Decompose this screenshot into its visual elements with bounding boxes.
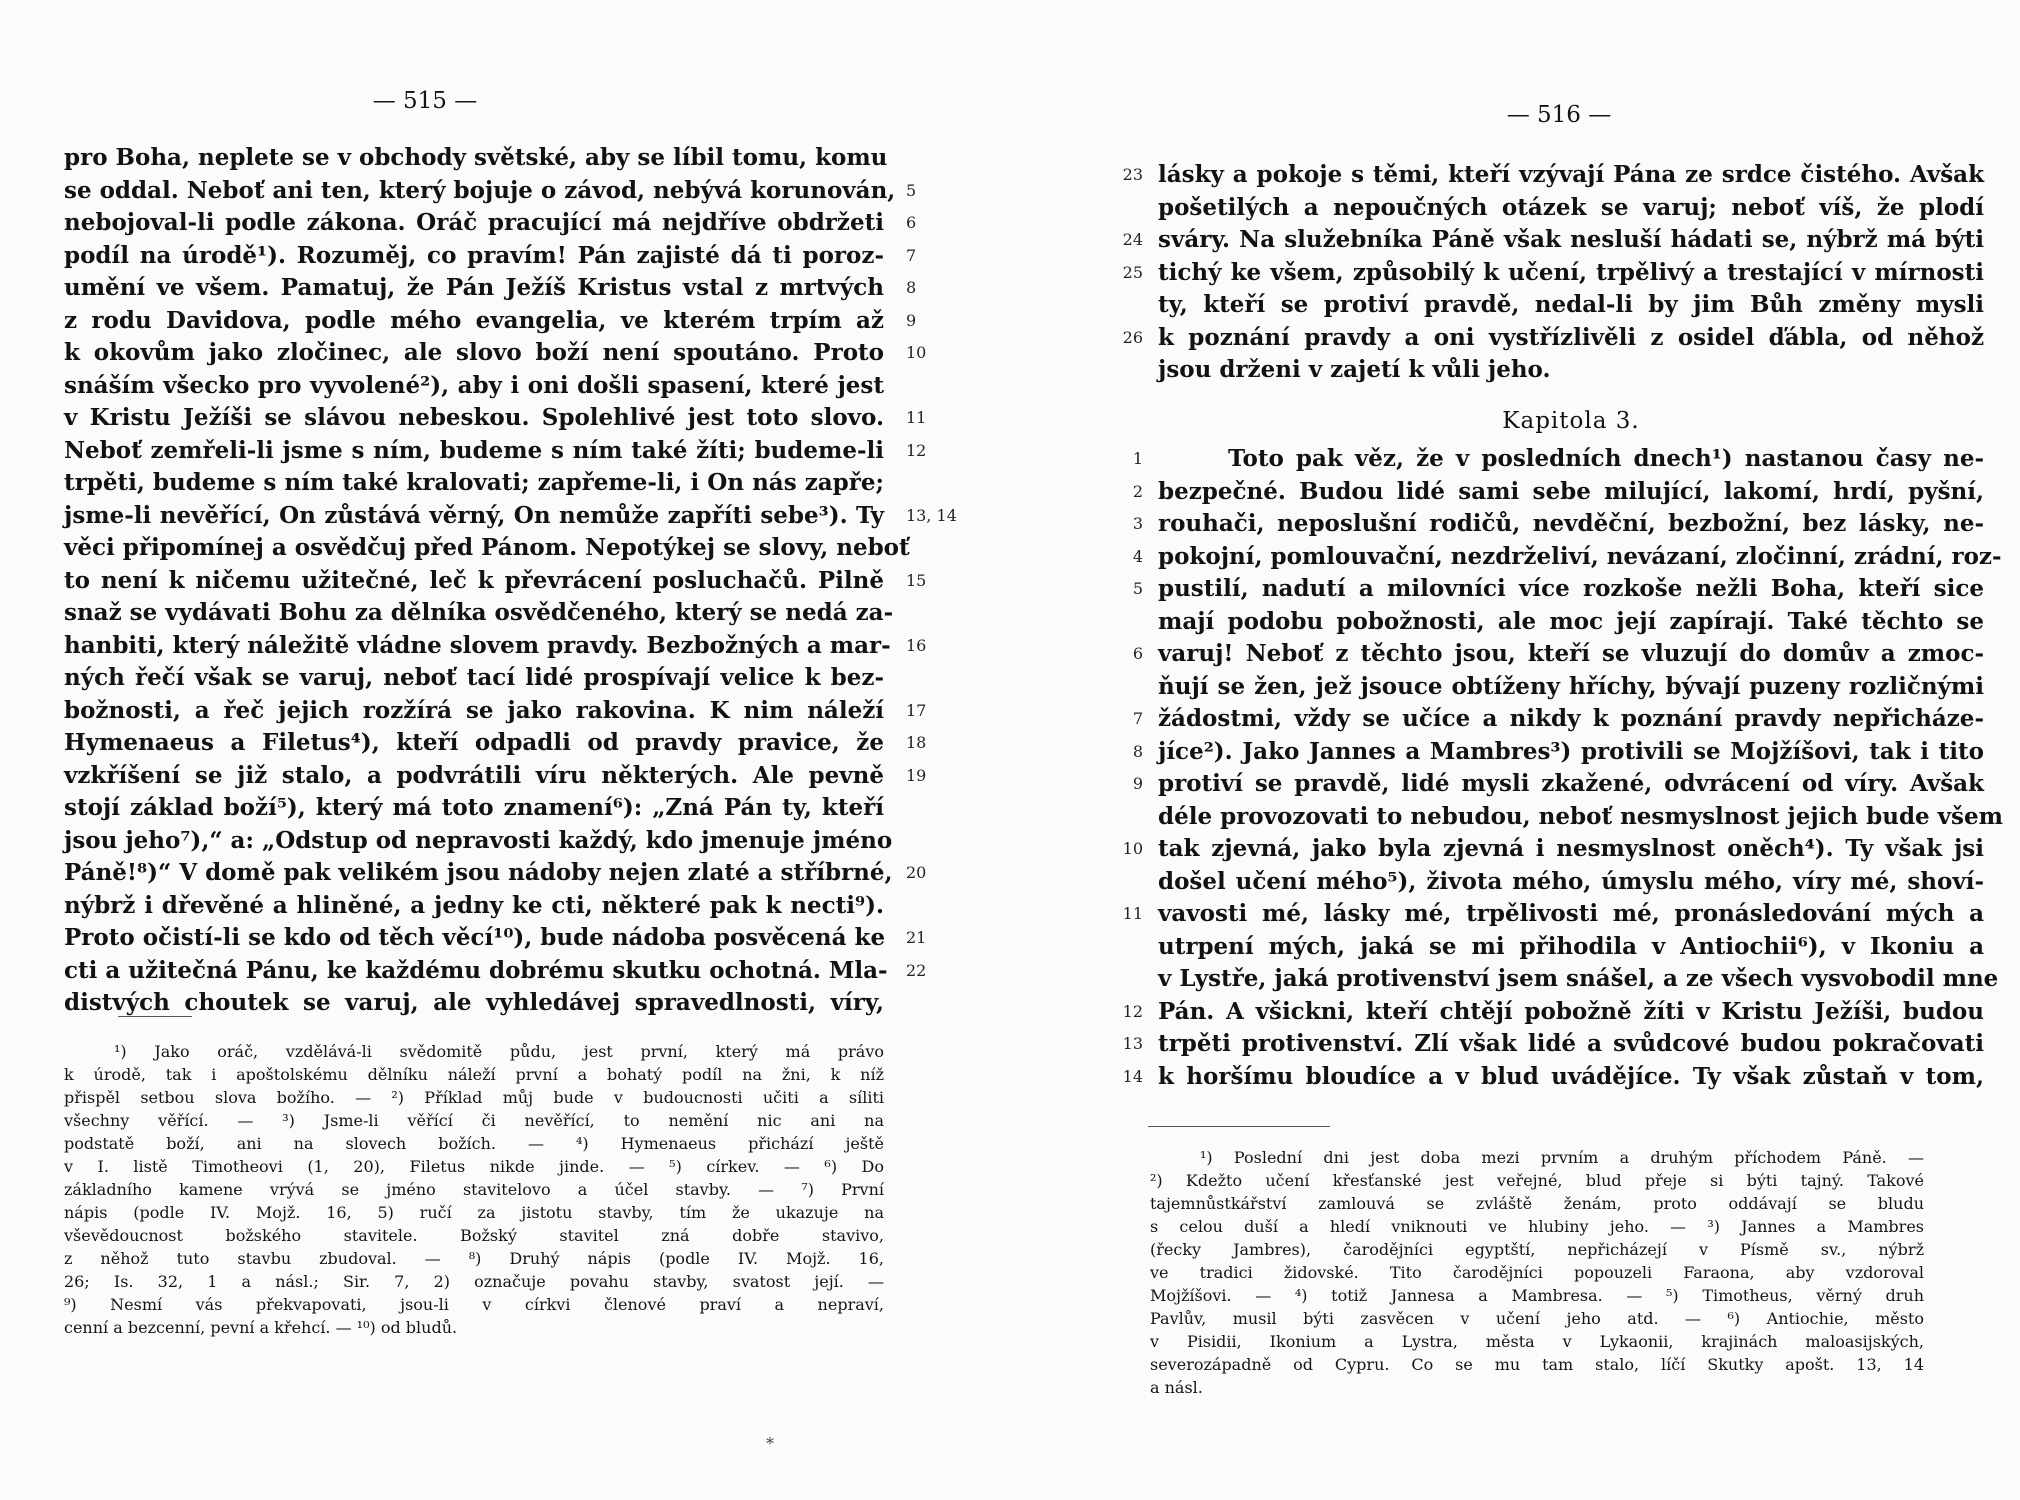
footnote-line: severozápadně od Cypru. Co se mu tam stalo, líčí Skutky apošt. 13, 14 xyxy=(1150,1355,1924,1374)
line-text: déle provozovati to nebudou, neboť nesmyslnost jejich bude všem xyxy=(1158,802,2003,830)
verse-number: 9 xyxy=(906,310,917,330)
line-text: Neboť zemřeli-li jsme s ním, budeme s ním také žíti; budeme-li xyxy=(64,436,884,464)
footnote-line: podstatě boží, ani na slovech božích. — ⁴) Hymenaeus přichází ještě xyxy=(64,1134,884,1153)
line-text: ty, kteří se protiví pravdě, nedal-li by jim Bůh změny mysli xyxy=(1158,291,1984,318)
verse-number: 17 xyxy=(906,700,927,720)
line-text: trpěti protivenství. Zlí však lidé a svůdcové budou pokračovati xyxy=(1158,1030,1984,1057)
line-text: snaž se vydávati Bohu za dělníka osvědčeného, který se nedá za- xyxy=(64,599,894,626)
verse-number: 25 xyxy=(1122,262,1143,282)
verse-number: 8 xyxy=(1132,741,1143,761)
line-text: cti a užitečná Pánu, ke každému dobrému skutku ochotná. Mla- xyxy=(64,956,888,984)
verse-number: 14 xyxy=(1122,1066,1143,1086)
line-text: to není k ničemu užitečné, leč k převrácení posluchačů. Pilně xyxy=(64,566,884,594)
verse-number: 26 xyxy=(1122,327,1143,347)
footnote-line: z něhož tuto stavbu zbudoval. — ⁸) Druhý nápis (podle IV. Mojž. 16, xyxy=(64,1249,884,1268)
footnote-line: k úrodě, tak i apoštolskému dělníku náleží první a bohatý podíl na žni, k níž xyxy=(64,1065,884,1084)
line-text: distvých choutek se varuj, ale vyhledávej spravedlnosti, víry, xyxy=(64,989,884,1016)
footnotes xyxy=(64,1040,884,1339)
page-number: — 515 — xyxy=(372,88,478,114)
line-text: v Kristu Ježíši se slávou nebeskou. Spolehlivé jest toto slovo. xyxy=(64,404,884,431)
line-text: Hymenaeus a Filetus⁴), kteří odpadli od pravdy pravice, že xyxy=(64,729,884,756)
line-text: ňují se žen, jež jsouce obtíženy hříchy, bývají puzeny rozličnými xyxy=(1158,672,1984,700)
line-text: Proto očistí-li se kdo od těch věcí¹⁰), bude nádoba posvěcená ke xyxy=(64,924,886,951)
footnote-line: s celou duší a hledí vniknouti ve hlubiny jeho. — ³) Jannes a Mambres xyxy=(1150,1217,1924,1236)
verse-number: 16 xyxy=(906,635,927,655)
line-text: podíl na úrodě¹). Rozuměj, co pravím! Pán zajisté dá ti poroz- xyxy=(64,241,884,269)
line-text: žádostmi, vždy se učíce a nikdy k poznání pravdy nepřicháze- xyxy=(1158,705,1984,732)
verse-number: 4 xyxy=(1132,546,1143,566)
verse-number: 6 xyxy=(906,213,917,232)
footnote-line: všechny věřící. — ³) Jsme-li věřící či nevěřící, to nemění nic ani na xyxy=(64,1111,884,1130)
line-text: Pán. A všickni, kteří chtějí pobožně žíti v Kristu Ježíši, budou xyxy=(1158,997,1984,1025)
chapter-heading: Kapitola 3. xyxy=(1502,407,1640,434)
line-text: jsme-li nevěřící, On zůstává věrný, On nemůže zapříti sebe³). Ty xyxy=(64,501,884,529)
verse-number: 13, 14 xyxy=(906,505,957,525)
page-number: — 516 — xyxy=(1506,102,1612,128)
verse-number: 8 xyxy=(906,278,917,297)
verse-number: 22 xyxy=(906,960,927,980)
verse-number: 24 xyxy=(1122,230,1143,249)
footnote-line: vševědoucnost božského stavitele. Božský stavitel zná dobře stavivo, xyxy=(64,1226,884,1245)
footnote-line: ²) Kdežto učení křesťanské jest veřejné, blud přeje si býti tajný. Takové xyxy=(1150,1171,1924,1190)
verse-number: 5 xyxy=(1132,579,1143,598)
footnote-line: základního kamene vrývá se jméno stavitelovo a účel stavby. — ⁷) První xyxy=(64,1180,884,1199)
verse-number: 15 xyxy=(906,570,927,590)
line-text: trpěti, budeme s ním také kralovati; zapřeme-li, i On nás zapře; xyxy=(64,469,884,496)
verse-number: 21 xyxy=(906,928,927,947)
line-text: věci připomínej a osvědčuj před Pánom. Nepotýkej se slovy, neboť xyxy=(64,534,910,561)
line-text: nebojoval-li podle zákona. Oráč pracující má nejdříve obdržeti xyxy=(64,209,884,236)
line-text: tichý ke všem, způsobilý k učení, trpělivý a trestající v mírnosti xyxy=(1158,258,1984,286)
verse-number: 23 xyxy=(1122,165,1143,184)
verse-number: 7 xyxy=(1132,709,1143,728)
line-text: vavosti mé, lásky mé, trpělivosti mé, pronásledování mých a xyxy=(1158,900,1984,927)
line-text: mají podobu pobožnosti, ale moc její zapírají. Také těchto se xyxy=(1158,607,1984,635)
line-text: lásky a pokoje s těmi, kteří vzývají Pána ze srdce čistého. Avšak xyxy=(1158,161,1984,188)
line-text: Páně!⁸)“ V domě pak velikém jsou nádoby nejen zlaté a stříbrné, xyxy=(64,859,893,886)
line-text: varuj! Neboť z těchto jsou, kteří se vluzují do domův a zmoc- xyxy=(1158,640,1984,667)
line-text: bezpečné. Budou lidé sami sebe milující, lakomí, hrdí, pyšní, xyxy=(1158,477,1984,505)
line-text: jsou jeho⁷),“ a: „Odstup od nepravosti každý, kdo jmenuje jméno xyxy=(64,826,893,854)
line-text: hanbiti, který náležitě vládne slovem pravdy. Bezbožných a mar- xyxy=(64,631,891,659)
line-text: jíce²). Jako Jannes a Mambres³) protivili se Mojžíšovi, tak i tito xyxy=(1158,737,1984,765)
line-text: došel učení mého⁵), života mého, úmyslu mého, víry mé, shoví- xyxy=(1158,867,1984,895)
footnote-line: 26; Is. 32, 1 a násl.; Sir. 7, 2) označuje povahu stavby, svatost její. — xyxy=(64,1272,884,1291)
line-text: pustilí, nadutí a milovníci více rozkoše nežli Boha, kteří sice xyxy=(1158,575,1984,602)
line-text: k okovům jako zločinec, ale slovo boží není spoutáno. Proto xyxy=(64,339,884,366)
line-text: z rodu Davidova, podle mého evangelia, ve kterém trpím až xyxy=(64,306,884,334)
footnote-line: Pavlův, musil býti zasvěcen v učení jeho atd. — ⁶) Antiochie, město xyxy=(1150,1309,1924,1328)
verse-number: 7 xyxy=(906,245,917,265)
footnote-line: v I. listě Timotheovi (1, 20), Filetus nikde jinde. — ⁵) církev. — ⁶) Do xyxy=(64,1157,884,1176)
verse-number: 1 xyxy=(1132,449,1143,468)
verse-number: 10 xyxy=(1122,839,1143,858)
footnote-line: (řecky Jambres), čarodějníci egyptští, nepřicházejí v Písmě sv., nýbrž xyxy=(1150,1240,1924,1259)
footnote-line: Mojžíšovi. — ⁴) totiž Jannesa a Mambresa. — ⁵) Timotheus, věrný druh xyxy=(1150,1286,1924,1305)
line-text: k horšímu bloudíce a v blud uvádějíce. Ty však zůstaň v tom, xyxy=(1158,1062,1984,1090)
line-text: utrpení mých, jaká se mi přihodila v Antiochii⁶), v Ikoniu a xyxy=(1158,932,1984,960)
bottom-mark: * xyxy=(766,1434,774,1453)
footnotes xyxy=(1150,1146,1924,1399)
line-text: ných řečí však se varuj, neboť tací lidé prospívají velice k bez- xyxy=(64,664,884,691)
footnote-line: v Pisidii, Ikonium a Lystra, města v Lykaonii, krajinách maloasijských, xyxy=(1150,1332,1924,1351)
verse-number: 2 xyxy=(1132,481,1143,501)
line-text: umění ve všem. Pamatuj, že Pán Ježíš Kristus vstal z mrtvých xyxy=(64,274,884,301)
footnote-line: a násl. xyxy=(1150,1378,1203,1397)
line-text: vzkříšení se již stalo, a podvrátili víru některých. Ale pevně xyxy=(64,761,884,789)
verse-number: 11 xyxy=(1122,904,1143,923)
footnote-line: ¹) Jako oráč, vzdělává-li svědomitě půdu, jest první, který má právo xyxy=(114,1042,884,1061)
footnote-line: přispěl setbou slova božího. — ²) Příklad můj bude v budoucnosti učiti a síliti xyxy=(64,1088,884,1107)
line-text: jsou drženi v zajetí k vůli jeho. xyxy=(1158,356,1551,383)
verse-number: 13 xyxy=(1122,1034,1143,1053)
footnote-line: ¹) Poslední dni jest doba mezi prvním a druhým příchodem Páně. — xyxy=(1200,1148,1924,1167)
line-text: božnosti, a řeč jejich rozžírá se jako rakovina. K nim náleží xyxy=(64,696,884,724)
verse-number: 18 xyxy=(906,733,927,752)
verse-number: 20 xyxy=(906,863,927,882)
line-text: v Lystře, jaká protivenství jsem snášel, a ze všech vysvobodil mne xyxy=(1158,965,1999,992)
footnote-line: cenní a bezcenní, pevní a křehcí. — ¹⁰) od bludů. xyxy=(64,1318,458,1337)
verse-number: 12 xyxy=(1122,1001,1143,1021)
line-text: stojí základ boží⁵), který má toto znamení⁶): „Zná Pán ty, kteří xyxy=(64,794,884,821)
footnote-rule xyxy=(118,1016,192,1017)
footnote-line: tajemnůstkářství zamlouvá se zvláště ženám, proto oddávají se bludu xyxy=(1150,1194,1924,1213)
verse-number: 6 xyxy=(1132,644,1143,663)
footnote-line: ⁹) Nesmí vás překvapovati, jsou-li v církvi členové praví a nepraví, xyxy=(64,1295,884,1314)
line-text: se oddal. Neboť ani ten, který bojuje o závod, nebývá korunován, xyxy=(64,176,896,204)
footnote-line: ve tradici židovské. Tito čarodějníci popouzeli Faraona, aby vzdoroval xyxy=(1150,1263,1924,1282)
line-text: rouhači, neposlušní rodičů, nevděční, bezbožní, bez lásky, ne- xyxy=(1158,510,1984,537)
line-text: pokojní, pomlouvační, nezdrželiví, nevázaní, zločinní, zrádní, roz- xyxy=(1158,542,2002,570)
footnote-rule xyxy=(1148,1126,1330,1127)
line-text: pro Boha, neplete se v obchody světské, aby se líbil tomu, komu xyxy=(64,144,888,171)
line-text: snáším všecko pro vyvolené²), aby i oni došli spasení, které jest xyxy=(64,371,884,399)
verse-number: 12 xyxy=(906,440,927,460)
line-text: Toto pak věz, že v posledních dnech¹) nastanou časy ne- xyxy=(1228,445,1984,472)
verse-number: 10 xyxy=(906,343,927,362)
verse-number: 9 xyxy=(1132,774,1143,793)
verse-number: 3 xyxy=(1132,514,1143,533)
line-text: pošetilých a nepoučných otázek se varuj; neboť víš, že plodí xyxy=(1158,193,1984,221)
verse-number: 5 xyxy=(906,180,917,200)
verse-number: 11 xyxy=(906,408,927,427)
line-text: sváry. Na služebníka Páně však nesluší hádati se, nýbrž má býti xyxy=(1158,226,1984,253)
line-text: nýbrž i dřevěné a hliněné, a jedny ke cti, některé pak k necti⁹). xyxy=(64,891,884,919)
line-text: k poznání pravdy a oni vystřízlivěli z osidel ďábla, od něhož xyxy=(1158,323,1984,351)
line-text: tak zjevná, jako byla zjevná i nesmyslnost oněch⁴). Ty však jsi xyxy=(1158,835,1984,862)
line-text: protiví se pravdě, lidé mysli zkažené, odvrácení od víry. Avšak xyxy=(1158,770,1984,797)
footnote-line: nápis (podle IV. Mojž. 16, 5) ručí za jistotu stavby, tím že ukazuje na xyxy=(64,1203,884,1222)
verse-number: 19 xyxy=(906,765,927,785)
